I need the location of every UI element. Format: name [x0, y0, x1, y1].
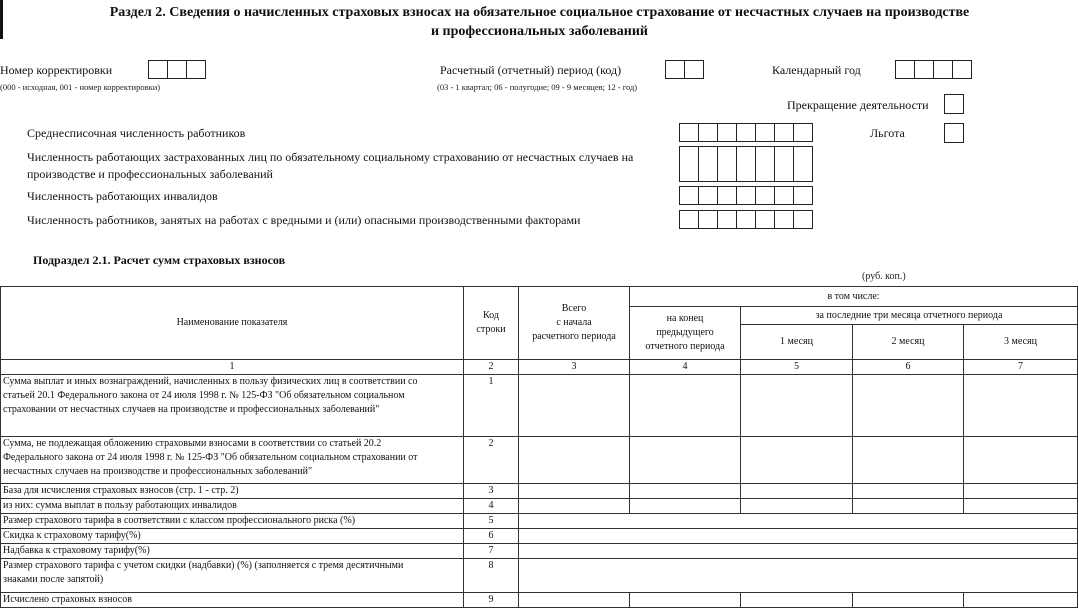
header-prev-line2: предыдущего	[656, 327, 714, 338]
hazardous-count-field[interactable]	[679, 210, 813, 229]
insured-label-line2: производстве и профессиональных заболеваний	[27, 167, 273, 181]
column-numbers-row	[1, 360, 1078, 375]
table-row	[1, 544, 1078, 559]
units-note: (руб. коп.)	[862, 271, 906, 282]
correction-hint: (000 - исходная, 001 - номер корректировки)	[0, 82, 161, 92]
value-cell[interactable]	[853, 499, 964, 514]
row-label: База для исчисления страховых взносов (стр. 1 - стр. 2)	[1, 484, 464, 499]
benefit-checkbox[interactable]	[944, 123, 964, 143]
disabled-count-field[interactable]	[679, 186, 813, 205]
period-hint: (03 - 1 квартал; 06 - полугодие; 09 - 9 месяцев; 12 - год)	[437, 82, 638, 92]
row-code: 8	[464, 559, 519, 593]
value-cell[interactable]	[519, 593, 630, 608]
insured-count-field[interactable]	[679, 146, 813, 182]
row-code: 2	[464, 437, 519, 484]
row-label-line: статьей 20.1 Федерального закона от 24 июля 1998 г. № 125-ФЗ "Об обязательном социальном	[3, 390, 405, 401]
value-cell[interactable]	[630, 484, 741, 499]
header-month-3: 3 месяц	[964, 325, 1078, 360]
row-label-line: Размер страхового тарифа с учетом скидки (надбавки) (%) (заполняется с тремя десятичными	[3, 560, 404, 571]
row-label-line: Сумма, не подлежащая обложению страховыми взносами в соответствии со статьей 20.2	[3, 438, 382, 449]
col-number: 5	[741, 360, 853, 375]
row-label: Скидка к страховому тарифу(%)	[1, 529, 464, 544]
table-row	[1, 559, 1078, 593]
value-cell[interactable]	[964, 484, 1078, 499]
avg-headcount-label: Среднесписочная численность работников	[27, 126, 246, 140]
row-code: 5	[464, 514, 519, 529]
value-cell[interactable]	[519, 375, 630, 437]
value-cell[interactable]	[519, 499, 630, 514]
col-number: 4	[630, 360, 741, 375]
disabled-label: Численность работающих инвалидов	[27, 189, 218, 203]
header-total-line1: Всего	[561, 303, 587, 314]
row-label: Надбавка к страховому тарифу(%)	[1, 544, 464, 559]
value-cell[interactable]	[741, 375, 853, 437]
termination-checkbox[interactable]	[944, 94, 964, 114]
section-title-line2: и профессиональных заболеваний	[430, 24, 648, 39]
row-label	[1, 437, 464, 484]
header-total	[519, 287, 630, 360]
avg-headcount-field[interactable]	[679, 123, 813, 142]
header-prev-line3: отчетного периода	[645, 341, 725, 352]
value-cell[interactable]	[741, 499, 853, 514]
header-last-three-months: за последние три месяца отчетного периода	[741, 307, 1078, 325]
value-cell-wide[interactable]	[519, 544, 1078, 559]
row-code: 9	[464, 593, 519, 608]
row-label-line: Федерального закона от 24 июля 1998 г. № 125-ФЗ "Об обязательном социальном страховании от	[3, 452, 418, 463]
value-cell[interactable]	[853, 593, 964, 608]
col-number: 1	[1, 360, 464, 375]
row-label: Исчислено страховых взносов	[1, 593, 464, 608]
col-number: 2	[464, 360, 519, 375]
table-row	[1, 484, 1078, 499]
header-code	[464, 287, 519, 360]
value-cell[interactable]	[964, 593, 1078, 608]
header-prev-line1: на конец	[666, 313, 704, 324]
value-cell[interactable]	[741, 437, 853, 484]
insured-label-line1: Численность работающих застрахованных лиц по обязательному социальному страхованию от несчастных случаев на	[27, 150, 634, 164]
table-row	[1, 499, 1078, 514]
header-prev-period	[630, 307, 741, 360]
header-total-line2: с начала	[556, 317, 592, 328]
header-total-line3: расчетного периода	[532, 331, 616, 342]
value-cell-wide[interactable]	[519, 559, 1078, 593]
value-cell[interactable]	[630, 499, 741, 514]
row-label-line: Сумма выплат и иных вознаграждений, начисленных в пользу физических лиц в соответствии со	[3, 376, 418, 387]
value-cell[interactable]	[519, 437, 630, 484]
row-label: Размер страхового тарифа в соответствии с классом профессионального риска (%)	[1, 514, 464, 529]
header-code-line2: строки	[476, 324, 506, 335]
value-cell-wide[interactable]	[519, 514, 1078, 529]
row-code: 6	[464, 529, 519, 544]
section-title	[0, 3, 1079, 41]
col-number: 6	[853, 360, 964, 375]
col-number: 3	[519, 360, 630, 375]
row-code: 7	[464, 544, 519, 559]
row-code: 1	[464, 375, 519, 437]
benefit-label: Льгота	[870, 126, 905, 140]
year-label: Календарный год	[772, 63, 861, 77]
row-label-line: страховании от несчастных случаев на производстве и профессиональных заболеваний"	[3, 404, 380, 415]
row-code: 3	[464, 484, 519, 499]
row-label: из них: сумма выплат в пользу работающих инвалидов	[1, 499, 464, 514]
subsection-title: Подраздел 2.1. Расчет сумм страховых взносов	[33, 253, 286, 267]
correction-number-field[interactable]	[148, 60, 206, 79]
table-row	[1, 514, 1078, 529]
calendar-year-field[interactable]	[895, 60, 972, 79]
value-cell[interactable]	[630, 437, 741, 484]
header-name: Наименование показателя	[1, 287, 464, 360]
table-row	[1, 375, 1078, 437]
col-number: 7	[964, 360, 1078, 375]
insured-label	[27, 149, 633, 183]
row-code: 4	[464, 499, 519, 514]
contributions-table	[0, 286, 1078, 608]
header-code-line1: Код	[483, 310, 499, 321]
period-label: Расчетный (отчетный) период (код)	[440, 63, 622, 77]
value-cell[interactable]	[741, 593, 853, 608]
value-cell[interactable]	[964, 375, 1078, 437]
value-cell[interactable]	[853, 375, 964, 437]
value-cell[interactable]	[519, 484, 630, 499]
header-including: в том числе:	[630, 287, 1078, 307]
period-code-field[interactable]	[665, 60, 704, 79]
value-cell-wide[interactable]	[519, 529, 1078, 544]
table-row	[1, 437, 1078, 484]
table-row	[1, 529, 1078, 544]
value-cell[interactable]	[741, 484, 853, 499]
header-month-1: 1 месяц	[741, 325, 853, 360]
termination-label: Прекращение деятельности	[787, 98, 929, 112]
value-cell[interactable]	[964, 437, 1078, 484]
value-cell[interactable]	[630, 593, 741, 608]
value-cell[interactable]	[853, 484, 964, 499]
table-row	[1, 593, 1078, 608]
value-cell[interactable]	[630, 375, 741, 437]
row-label	[1, 559, 464, 593]
header-month-2: 2 месяц	[853, 325, 964, 360]
row-label-line: несчастных случаев на производстве и профессиональных заболеваний"	[3, 466, 313, 477]
correction-label: Номер корректировки	[0, 63, 113, 77]
section-title-line1: Раздел 2. Сведения о начисленных страховых взносах на обязательное социальное страхование от несчастных случаев на производстве	[109, 5, 970, 20]
row-label-line: знаками после запятой)	[3, 574, 104, 585]
row-label	[1, 375, 464, 437]
value-cell[interactable]	[853, 437, 964, 484]
value-cell[interactable]	[964, 499, 1078, 514]
hazardous-label: Численность работников, занятых на работах с вредными и (или) опасными производственными факторами	[27, 213, 581, 227]
